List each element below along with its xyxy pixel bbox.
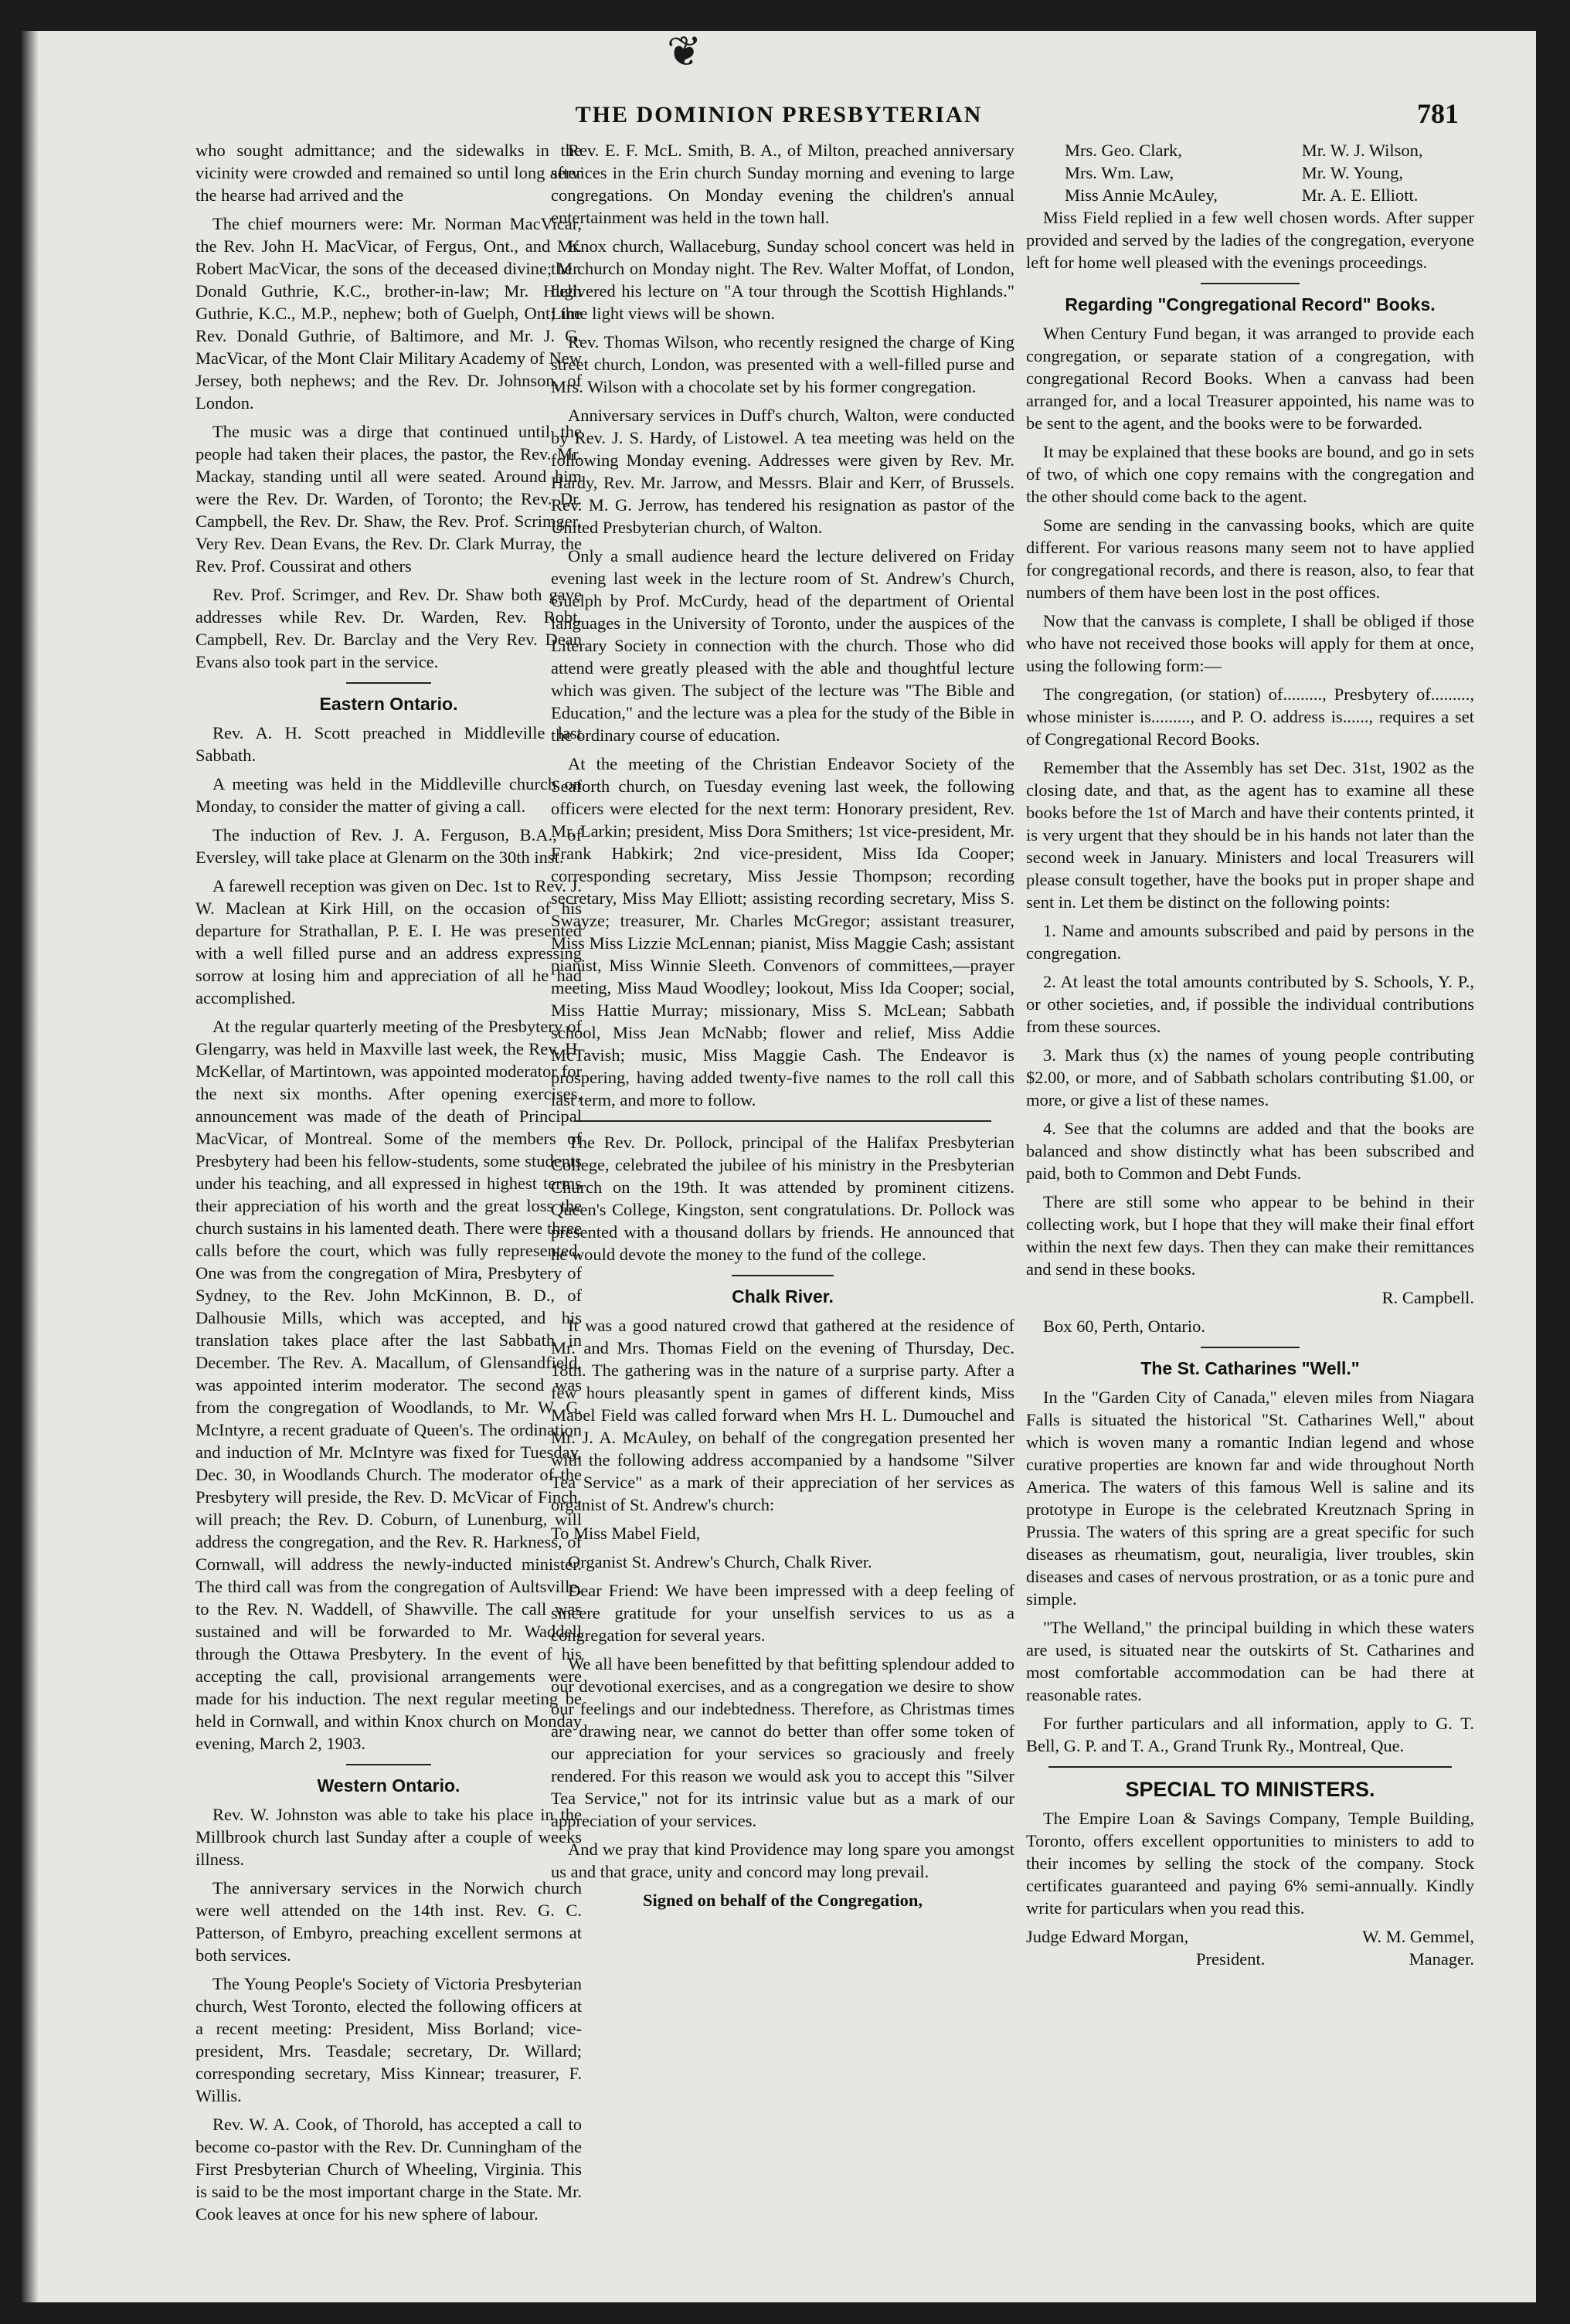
pin-icon: ❦	[667, 31, 702, 75]
paragraph: Miss Field replied in a few well chosen words. After supper provided and served by the ladies of the congregation, everyone left for home well pleased with the evenings proceedings.	[1026, 208, 1474, 272]
section-heading-record-books: Regarding "Congregational Record" Books.	[1065, 294, 1436, 314]
page-number: 781	[1417, 98, 1459, 129]
paragraph: Rev. Thomas Wilson, who recently resigned the charge of King street church, London, was presented with a well-filled purse and Mrs. Wilson with a chocolate set by his former congregation.	[551, 332, 1014, 396]
column-2	[551, 139, 1014, 2241]
list-item: 4. See that the columns are added and that the books are balanced and show distinctly what has been subscribed and paid, both to Common and Debt Funds.	[1026, 1119, 1474, 1183]
paragraph: The music was a dirge that continued until the people had taken their places, the pastor, the Rev. Mr. Mackay, standing until all were seated. Around him were the Rev. Dr. Warden, of Toronto; the Rev. Dr. Campbell, the Rev. Dr. Shaw, the Rev. Prof. Scrimger, Very Rev. Dean Evans, the Rev. Dr. Clark Murray, the Rev. Prof. Coussirat and others	[195, 422, 582, 576]
column-3	[1026, 139, 1474, 2241]
paragraph: We all have been benefitted by that befitting splendour added to our devotional exercises, and as a congregation we desire to show our feelings and our indebtedness. Therefore, as Christmas times are drawing near, we cannot do better than offer some token of our appreciation for your services so graciously and freely rendered. For this reason we would ask you to accept this "Silver Tea Service," not for its intrinsic value but as a mark of our appreciation of your services.	[551, 1654, 1014, 1830]
signatory: Mr. A. E. Elliott.	[1301, 185, 1419, 205]
signatory: Miss Annie McAuley,	[1065, 185, 1218, 205]
divider	[346, 1764, 431, 1765]
list-item: 3. Mark thus (x) the names of young people contributing $2.00, or more, and of Sabbath scholars contributing $1.00, or more, or give a list of these names.	[1026, 1045, 1474, 1109]
paragraph: And we pray that kind Providence may long spare you amongst us and that grace, unity and concord may long prevail.	[551, 1840, 1014, 1881]
divider	[1201, 1347, 1300, 1348]
section-heading-eastern-ontario: Eastern Ontario.	[319, 694, 458, 714]
address-recipient-title: Organist St. Andrew's Church, Chalk River.	[568, 1552, 872, 1571]
paragraph: In the "Garden City of Canada," eleven miles from Niagara Falls is situated the historical "St. Catharines Well," about which is woven many a romantic Indian legend and whose curative properties are known far and wide throughout North America. The waters of this famous Well is saline and its prototype in Europe is the celebrated Kreutznach Spring in Prussia. The waters of this spring are a great specific for such diseases as rheumatism, gout, neuraligia, liver troubles, skin diseases and cases of nervous prostration, or as a tonic pure and simple.	[1026, 1388, 1474, 1609]
paragraph: A farewell reception was given on Dec. 1st to Rev. J. W. Maclean at Kirk Hill, on the occasion of his departure for Strathallan, P. E. I. He was presented with a well filled purse and an address expressing sorrow at losing him and appreciation of all he had accomplished.	[195, 876, 582, 1007]
signatory: Mr. W. J. Wilson,	[1301, 141, 1423, 160]
paragraph: The congregation, (or station) of........., Presbytery of........., whose minister is........., and P. O. address is......, requires a set of Congregational Record Books.	[1026, 685, 1474, 749]
paragraph: The Rev. Dr. Pollock, principal of the Halifax Presbyterian College, celebrated the jubilee of his ministry in the Presbyterian Church on the 19th. It was attended by prominent citizens. Queen's College, Kingston, sent congratulations. Dr. Pollock was presented with a thousand dollars by friends. He announced that he would devote the money to the fund of the college.	[551, 1133, 1014, 1264]
paragraph: At the regular quarterly meeting of the Presbytery of Glengarry, was held in Maxville last week, the Rev. H. McKellar, of Martintown, was appointed moderator for the next six months. After opening exercises, announcement was made of the death of Principal MacVicar, of Montreal. Some of the members of Presbytery had been his fellow-students, some students under his teaching, and all expressed in highest terms their appreciation of his worth and the great loss the church sustains in his lamented death. There were three calls before the court, which was fully represented. One was from the congregation of Mira, Presbytery of Sydney, to the Rev. John McKinnon, B. D., of Dalhousie Mills, which was accepted, and his translation takes place after the last Sabbath in December. The Rev. A. Macallum, of Glensandfield, was appointed interim moderator. The second was from the congregation of Woodlands, to Mr. W. C. McIntyre, a recent graduate of Queen's. The ordination and induction of Mr. McIntyre was fixed for Tuesday, Dec. 30, in Woodlands Church. The moderator of the Presbytery will preside, the Rev. D. McVicar of Finch, will preach; the Rev. D. Coburn, of Lunenburg, will address the congregation, and the Rev. R. Harkness, of Cornwall, will address the newly-inducted minister. The third call was from the congregation of Aultsville, to the Rev. N. Waddell, of Shawville. The call was sustained and will be forwarded to Mr. Waddell through the Ottawa Presbytery. In the event of his accepting the call, provisional arrangements were made for his induction. The next regular meeting be held in Cornwall, and within Knox church on Monday evening, March 2, 1903.	[195, 1017, 582, 1753]
paragraph: Rev. W. Johnston was able to take his place in the Millbrook church last Sunday after a couple of weeks illness.	[195, 1805, 582, 1869]
paragraph: It was a good natured crowd that gathered at the residence of Mr. and Mrs. Thomas Field on the evening of Thursday, Dec. 18th. The gathering was in the nature of a surprise party. After a few hours pleasantly spent in games of different kinds, Miss Mabel Field was called forward when Mrs H. L. Dumouchel and Mr. J. A. McAuley, on behalf of the congregation presented her with the following address accompanied by a handsome "Silver Tea Service" as a mark of their appreciation of her services as organist of St. Andrew's church:	[551, 1316, 1014, 1514]
address-line: Box 60, Perth, Ontario.	[1043, 1317, 1205, 1336]
divider	[732, 1275, 834, 1276]
signatory: Judge Edward Morgan,	[1026, 1927, 1189, 1946]
paragraph: Anniversary services in Duff's church, Walton, were conducted by Rev. J. S. Hardy, of Listowel. A tea meeting was held on the following Monday evening. Addresses were given by Rev. Mr. Hardy, Rev. Mr. Jarrow, and Messrs. Blair and Kerr, of Brussels. Rev. M. G. Jerrow, has tendered his resignation as pastor of the United Presbyterian church, of Walton.	[551, 406, 1014, 537]
divider	[1048, 1766, 1452, 1768]
advertisement-signatures	[1026, 1925, 1474, 1970]
section-heading-st-catharines-well: The St. Catharines "Well."	[1140, 1358, 1360, 1378]
signatories-row	[1026, 184, 1474, 206]
signatories-table	[1026, 139, 1474, 206]
binding-shadow	[22, 31, 39, 2302]
paragraph: When Century Fund began, it was arranged to provide each congregation, or separate station of a congregation, with congregational Record Books. When a canvass had been arranged for, and a local Treasurer appointed, his name was to be sent to the agent, and the books were to be forwarded.	[1026, 324, 1474, 433]
paragraph: Knox church, Wallaceburg, Sunday school concert was held in the church on Monday night. The Rev. Walter Moffat, of London, delivered his lecture on "A tour through the Scottish Highlands." Lime light views will be shown.	[551, 236, 1014, 323]
paragraph: Only a small audience heard the lecture delivered on Friday evening last week in the lecture room of St. Andrew's Church, Guelph by Prof. McCurdy, head of the department of Oriental languages in the University of Toronto, under the auspices of the Literary Society in connection with the church. Those who did attend were greatly pleased with the able and thoughtful lecture which was given. The subject of the lecture was "The Bible and Education," and the lecture was a plea for the study of the Bible in the ordinary course of education.	[551, 546, 1014, 745]
address-salutation: To Miss Mabel Field,	[551, 1524, 701, 1543]
paragraph: Rev. E. F. McL. Smith, B. A., of Milton, preached anniversary services in the Erin church Sunday morning and evening to large congregations. On Monday evening the children's annual entertainment was held in the town hall.	[551, 141, 1014, 227]
paragraph: For further particulars and all information, apply to G. T. Bell, G. P. and T. A., Grand Trunk Ry., Montreal, Que.	[1026, 1714, 1474, 1755]
divider	[1201, 283, 1300, 284]
paragraph: The Young People's Society of Victoria Presbyterian church, West Toronto, elected the following officers at a recent meeting: President, Miss Borland; vice-president, Mrs. Teasdale; secretary, Dr. Willard; corresponding secretary, Miss Kinnear; treasurer, F. Willis.	[195, 1974, 582, 2105]
signatory-title: Manager.	[1409, 1949, 1474, 1969]
signatory: W. M. Gemmel,	[1362, 1927, 1474, 1946]
paragraph: The anniversary services in the Norwich church were well attended on the 14th inst. Rev. G. C. Patterson, of Embyro, preaching excellent sermons at both services.	[195, 1878, 582, 1965]
section-heading-chalk-river: Chalk River.	[732, 1286, 834, 1306]
paragraph: Rev. W. A. Cook, of Thorold, has accepted a call to become co-pastor with the Rev. Dr. Cunningham of the First Presbyterian Church of Wheeling, Virginia. This is said to be the most important charge in the State. Mr. Cook leaves at once for his new sphere of labour.	[195, 2115, 582, 2224]
paragraph: Some are sending in the canvassing books, which are quite different. For various reasons many seem not to have applied for congregational records, and there is reason, also, to fear that numbers of them have been lost in the post offices.	[1026, 515, 1474, 602]
paragraph: It may be explained that these books are bound, and go in sets of two, of which one copy remains with the congregation and the other should come back to the agent.	[1026, 442, 1474, 506]
paragraph: The induction of Rev. J. A. Ferguson, B.A., of Eversley, will take place at Glenarm on the 30th inst.	[195, 825, 582, 867]
list-item: 2. At least the total amounts contributed by S. Schools, Y. P., or other societies, and, if possible the individual contributions from these sources.	[1026, 972, 1474, 1036]
paragraph: "The Welland," the principal building in which these waters are used, is situated near the outskirts of St. Catharines and most comfortable accommodation can be had there at reasonable rates.	[1026, 1618, 1474, 1704]
list-item: 1. Name and amounts subscribed and paid by persons in the congregation.	[1026, 921, 1474, 963]
signatory: Mrs. Wm. Law,	[1065, 163, 1174, 182]
paragraph: The Empire Loan & Savings Company, Temple Building, Toronto, offers excellent opportunities to ministers to add to their incomes by selling the stock of the company. Stock certificates guaranteed and paying 6% semi-annually. Kindly write for particulars when you read this.	[1026, 1809, 1474, 1918]
signature-line: Signed on behalf of the Congregation,	[642, 1891, 923, 1910]
advertisement-heading: SPECIAL TO MINISTERS.	[1125, 1778, 1375, 1801]
paragraph: Now that the canvass is complete, I shall be obliged if those who have not received those books will apply for them at once, using the following form:—	[1026, 611, 1474, 675]
signatory: Mrs. Geo. Clark,	[1065, 141, 1182, 160]
signature: R. Campbell.	[1381, 1288, 1474, 1307]
running-title: THE DOMINION PRESBYTERIAN	[575, 102, 983, 127]
section-heading-western-ontario: Western Ontario.	[317, 1775, 460, 1796]
paragraph: Rev. A. H. Scott preached in Middleville last Sabbath.	[195, 723, 582, 765]
paragraph: The chief mourners were: Mr. Norman MacVicar, the Rev. John H. MacVicar, of Fergus, Ont., and Mr. Robert MacVicar, the sons of the deceased divine; Mr. Donald Guthrie, K.C., brother-in-law; Mr. Hugh Guthrie, K.C., M.P., nephew; both of Guelph, Ont; the Rev. Donald Guthrie, of Baltimore, and Mr. J. G. MacVicar, of the Mont Clair Military Academy of New Jersey, both nephews; and the Rev. Dr. Johnson, of London.	[195, 214, 582, 413]
divider	[574, 1120, 991, 1122]
signatory-title: President.	[1196, 1949, 1266, 1969]
paragraph: Rev. Prof. Scrimger, and Rev. Dr. Shaw both gave addresses while Rev. Dr. Warden, Rev. Robt. Campbell, Rev. Dr. Barclay and the Very Rev. Dean Evans also took part in the service.	[195, 585, 582, 671]
paragraph: There are still some who appear to be behind in their collecting work, but I hope that they will make their final effort within the next few days. Then they can make their remittances and send in these books.	[1026, 1192, 1474, 1279]
newspaper-page	[22, 31, 1536, 2302]
paragraph: A meeting was held in the Middleville church on Monday, to consider the matter of giving a call.	[195, 774, 582, 816]
paragraph: who sought admittance; and the sidewalks in the vicinity were crowded and remained so until long after the hearse had arrived and the	[195, 141, 582, 205]
paragraph: Remember that the Assembly has set Dec. 31st, 1902 as the closing date, and that, as the agent has to examine all these books before the 1st of March and have their contents printed, it is very urgent that they should be in his hands not later than the second week in January. Ministers and local Treasurers will please consult together, have the books put in proper shape and sent in. Let them be distinct on the following points:	[1026, 758, 1474, 912]
signatories-row	[1026, 161, 1474, 184]
signatory: Mr. W. Young,	[1301, 163, 1403, 182]
paragraph: Dear Friend: We have been impressed with a deep feeling of sincere gratitude for your unselfish services to us as a congregation for several years.	[551, 1581, 1014, 1645]
signatories-row	[1026, 139, 1474, 161]
divider	[346, 682, 431, 684]
column-1	[195, 139, 582, 2241]
paragraph: At the meeting of the Christian Endeavor Society of the Seaforth church, on Tuesday evening last week, the following officers were elected for the next term: Honorary president, Rev. Mr. Larkin; president, Miss Dora Smithers; 1st vice-president, Mr. Frank Habkirk; 2nd vice-president, Miss Ida Cooper; corresponding secretary, Miss Jessie Thompson; recording secretary, Miss May Elliott; assisting recording secretary, Miss S. Swayze; treasurer, Mr. Charles McGregor; assistant treasurer, Miss Miss Lizzie McLennan; pianist, Miss Maggie Cash; assistant pianist, Miss Winnie Sleeth. Convenors of committees,—prayer meeting, Miss Maud Woodley; lookout, Miss Ida Cooper; social, Miss Hattie Murray; missionary, Miss S. McLean; Sabbath school, Miss Jean McNabb; flower and relief, Miss Addie McTavish; music, Miss Maggie Cash. The Endeavor is prospering, having added twenty-five names to the roll call this last term, and more to follow.	[551, 754, 1014, 1109]
